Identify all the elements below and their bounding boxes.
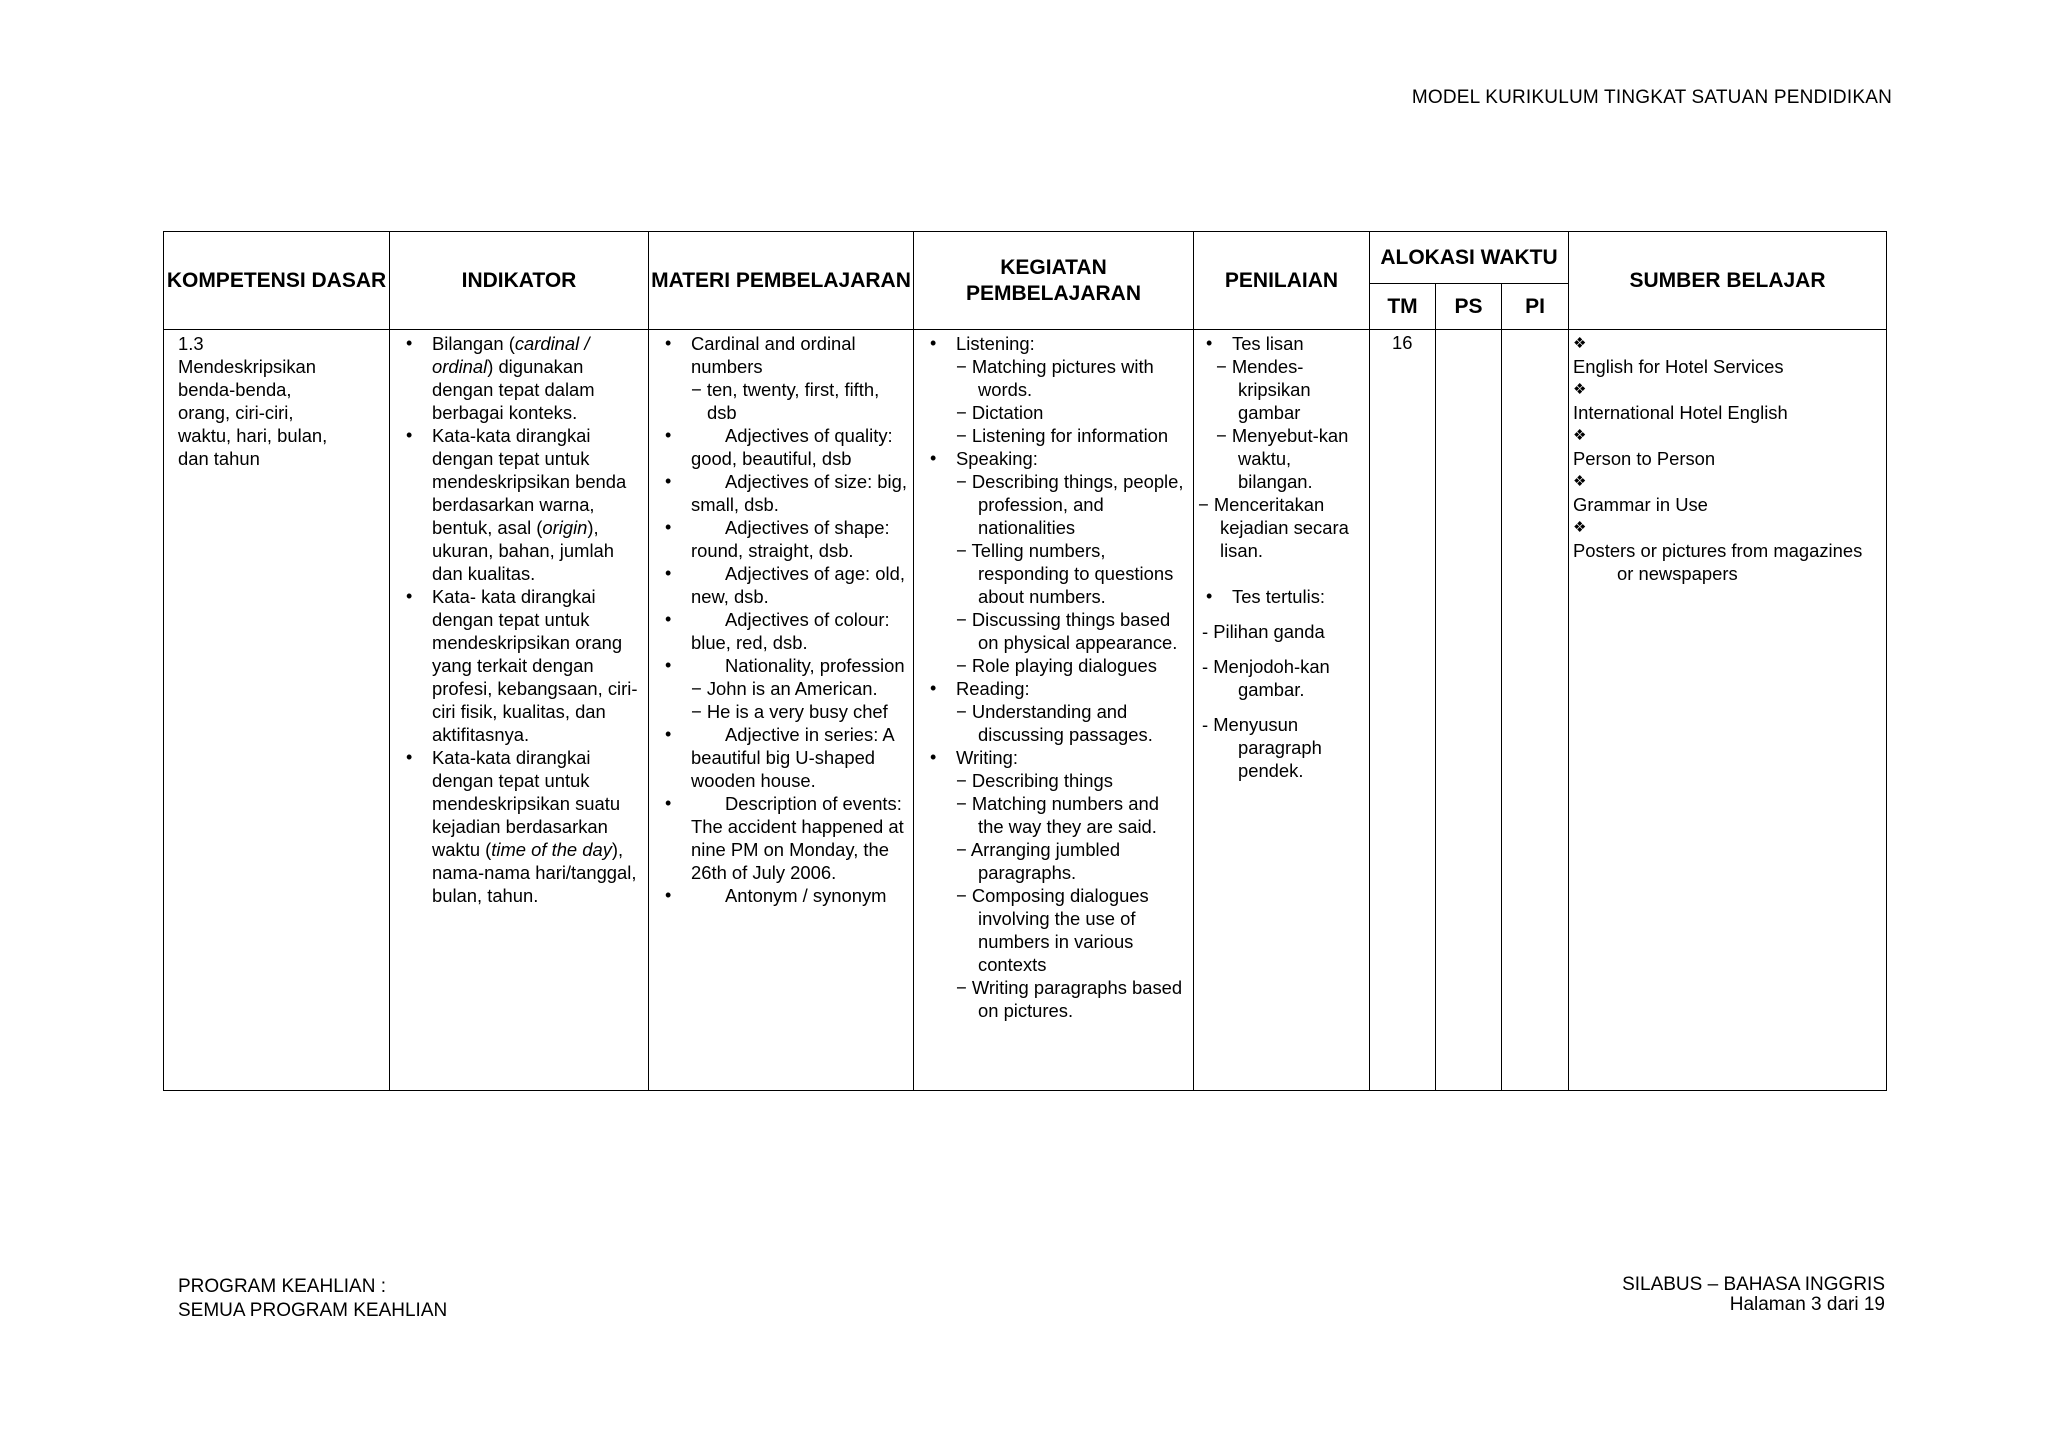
syllabus-table <box>163 231 1887 1091</box>
kegiatan-sub: − Listening for information <box>956 425 1169 446</box>
indikator-text: Kata-kata dirangkai dengan tepat untuk mendeskripsikan benda berdasarkan warna, bentuk, asal ( <box>432 425 627 538</box>
header-sumber-belajar: SUMBER BELAJAR <box>1569 232 1887 330</box>
header-penilaian: PENILAIAN <box>1194 232 1370 330</box>
sumber-item <box>1573 516 1880 585</box>
materi-item <box>657 884 907 907</box>
materi-sub: − ten, twenty, first, fifth, dsb <box>691 379 880 423</box>
penilaian-tertulis-sub: - Pilihan ganda <box>1202 621 1325 642</box>
sumber-item <box>1573 424 1880 470</box>
penilaian-lisan-item <box>1198 332 1363 562</box>
kegiatan-sub: − Describing things, people, profession, and nationalities <box>956 471 1184 538</box>
kegiatan-sub: − Matching pictures with words. <box>956 356 1154 400</box>
indikator-italic: origin <box>542 517 588 538</box>
kd-text: Mendeskripsikan benda-benda, orang, ciri-ciri, waktu, hari, bulan, dan tahun <box>178 356 328 469</box>
materi-text: • Nationality, profession <box>725 655 905 676</box>
materi-item <box>657 516 907 562</box>
cell-materi <box>649 330 914 1091</box>
sumber-text: International Hotel English <box>1573 402 1788 423</box>
kegiatan-item <box>922 677 1187 746</box>
materi-text: • Adjectives of size: big, small, dsb. <box>691 471 907 515</box>
sumber-text: Posters or pictures from magazines or newspapers <box>1573 540 1863 584</box>
cell-sumber <box>1569 330 1887 1091</box>
sumber-text: Grammar in Use <box>1573 494 1708 515</box>
ps-value <box>1436 330 1501 332</box>
kegiatan-sub: − Writing paragraphs based on pictures. <box>956 977 1183 1021</box>
kegiatan-sub: − Arranging jumbled paragraphs. <box>956 839 1121 883</box>
materi-text: • Adjective in series: A beautiful big U-shaped wooden house. <box>691 724 894 791</box>
indikator-item <box>398 585 642 746</box>
kegiatan-sub: − Telling numbers, responding to questions about numbers. <box>956 540 1174 607</box>
sumber-item <box>1573 332 1880 378</box>
materi-text: • Adjectives of age: old, new, dsb. <box>691 563 905 607</box>
diamond-bullet-icon: ❖ <box>1573 473 1587 490</box>
materi-sub: − John is an American. <box>691 678 878 699</box>
kegiatan-sub: − Discussing things based on physical appearance. <box>956 609 1178 653</box>
page-header-title: MODEL KURIKULUM TINGKAT SATUAN PENDIDIKAN <box>1411 87 1892 108</box>
kegiatan-sub: − Composing dialogues involving the use of numbers in various contexts <box>956 885 1149 975</box>
tm-value: 16 <box>1392 332 1413 353</box>
penilaian-tertulis-title: • Tes tertulis: <box>1232 586 1326 607</box>
diamond-bullet-icon: ❖ <box>1573 335 1587 352</box>
kegiatan-heading: • Writing: <box>956 747 1018 768</box>
kegiatan-heading: • Speaking: <box>956 448 1038 469</box>
kegiatan-heading: • Listening: <box>956 333 1035 354</box>
materi-sub: − He is a very busy chef <box>691 701 888 722</box>
sumber-text: Person to Person <box>1573 448 1716 469</box>
kegiatan-item <box>922 332 1187 447</box>
indikator-italic: cardinal / ordinal <box>432 333 590 377</box>
indikator-text: Kata- kata dirangkai dengan tepat untuk mendeskripsikan orang yang terkait dengan profesi, kebangsaan, ciri-ciri fisik, kualitas, dan aktifitasnya. <box>432 586 638 745</box>
header-tm: TM <box>1370 284 1436 330</box>
kegiatan-list <box>922 332 1187 1022</box>
header-kegiatan: KEGIATAN PEMBELAJARAN <box>914 232 1194 330</box>
indikator-text-after: ), ukuran, bahan, jumlah dan kualitas. <box>432 517 614 584</box>
materi-item <box>657 654 907 723</box>
indikator-item <box>398 332 642 424</box>
header-kompetensi: KOMPETENSI DASAR <box>164 232 390 330</box>
table-row <box>164 330 1887 1091</box>
penilaian-tertulis-sub: - Menyusun paragraph pendek. <box>1202 714 1322 781</box>
cell-ps <box>1436 330 1502 1091</box>
header-materi: MATERI PEMBELAJARAN <box>649 232 914 330</box>
materi-text: • Description of events: The accident happened at nine PM on Monday, the 26th of July 2006. <box>691 793 904 883</box>
header-alokasi-waktu: ALOKASI WAKTU <box>1370 232 1569 284</box>
materi-item <box>657 332 907 424</box>
penilaian-lisan-sub: − Menceritakan kejadian secara lisan. <box>1198 494 1349 561</box>
materi-text: • Adjectives of colour: blue, red, dsb. <box>691 609 890 653</box>
header-pi: PI <box>1502 284 1569 330</box>
kegiatan-sub: − Describing things <box>956 770 1113 791</box>
materi-text: • Adjectives of shape: round, straight, dsb. <box>691 517 890 561</box>
penilaian-tertulis-sub: - Menjodoh-kan gambar. <box>1202 656 1330 700</box>
penilaian-lisan <box>1198 332 1363 562</box>
penilaian-lisan-sub: − Mendes-kripsikan gambar <box>1216 356 1311 423</box>
indikator-item <box>398 424 642 585</box>
diamond-bullet-icon: ❖ <box>1573 381 1587 398</box>
materi-item <box>657 792 907 884</box>
penilaian-lisan-sub: − Menyebut-kan waktu, bilangan. <box>1216 425 1349 492</box>
materi-item <box>657 562 907 608</box>
materi-item <box>657 424 907 470</box>
materi-text: • Adjectives of quality: good, beautiful, dsb <box>691 425 893 469</box>
cell-kegiatan <box>914 330 1194 1091</box>
kegiatan-item <box>922 447 1187 677</box>
cell-tm <box>1370 330 1436 1091</box>
footer-page-info <box>1622 1275 1885 1315</box>
kegiatan-item <box>922 746 1187 1022</box>
indikator-text-after: ), nama-nama hari/tanggal, bulan, tahun. <box>432 839 637 906</box>
sumber-text: English for Hotel Services <box>1573 356 1784 377</box>
diamond-bullet-icon: ❖ <box>1573 427 1587 444</box>
footer-halaman: Halaman 3 dari 19 <box>1729 1294 1885 1315</box>
cell-indikator <box>390 330 649 1091</box>
indikator-italic: time of the day <box>491 839 612 860</box>
kegiatan-heading: • Reading: <box>956 678 1030 699</box>
header-ps: PS <box>1436 284 1502 330</box>
indikator-text: Bilangan ( <box>432 333 515 354</box>
materi-text: • Cardinal and ordinal numbers <box>691 333 856 377</box>
materi-item <box>657 470 907 516</box>
kegiatan-sub: − Matching numbers and the way they are said. <box>956 793 1159 837</box>
materi-list <box>657 332 907 907</box>
footer-program <box>178 1275 447 1323</box>
kegiatan-sub: − Dictation <box>956 402 1044 423</box>
header-indikator: INDIKATOR <box>390 232 649 330</box>
diamond-bullet-icon: ❖ <box>1573 519 1587 536</box>
kegiatan-sub: − Role playing dialogues <box>956 655 1157 676</box>
materi-text: • Antonym / synonym <box>725 885 887 906</box>
footer-silabus: SILABUS – BAHASA INGGRIS <box>1622 1274 1885 1295</box>
indikator-text-after: ) digunakan dengan tepat dalam berbagai konteks. <box>432 356 595 423</box>
footer-program-value: SEMUA PROGRAM KEAHLIAN <box>178 1300 448 1321</box>
materi-item <box>657 608 907 654</box>
cell-pi <box>1502 330 1569 1091</box>
kegiatan-sub: − Understanding and discussing passages. <box>956 701 1153 745</box>
indikator-list <box>398 332 642 907</box>
sumber-item <box>1573 470 1880 516</box>
kd-number: 1.3 <box>178 333 204 354</box>
indikator-text: Kata-kata dirangkai dengan tepat untuk mendeskripsikan suatu kejadian berdasarkan waktu ( <box>432 747 621 860</box>
penilaian-lisan-title: • Tes lisan <box>1232 333 1304 354</box>
pi-value <box>1502 330 1568 332</box>
materi-item <box>657 723 907 792</box>
footer-program-label: PROGRAM KEAHLIAN : <box>178 1276 386 1297</box>
cell-penilaian <box>1194 330 1370 1091</box>
sumber-item <box>1573 378 1880 424</box>
cell-kompetensi <box>164 330 390 1091</box>
penilaian-tertulis-item <box>1198 585 1363 608</box>
indikator-item <box>398 746 642 907</box>
penilaian-tertulis <box>1198 585 1363 608</box>
